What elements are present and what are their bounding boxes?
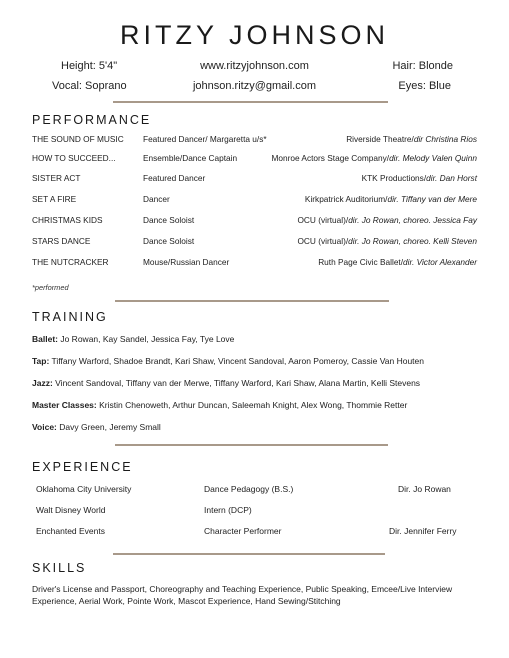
experience-role: Intern (DCP) [204,505,252,515]
candidate-name: RITZY JOHNSON [119,20,389,50]
performance-divider [115,300,389,302]
venue-director [318,257,477,267]
director: dir Christina Rios [413,134,477,144]
director: dir. Jo Rowan, choreo. Jessica Fay [348,215,477,225]
venue: KTK Productions/ [361,173,427,183]
height-info: Height: 5'4" [61,60,118,72]
training-row [32,356,424,366]
director: dir. Tiffany van der Mere [387,194,477,204]
performance-row [0,173,509,187]
venue-director [297,236,477,246]
show-title: SISTER ACT [32,173,81,183]
training-names: Kristin Chenoweth, Arthur Duncan, Saleemah Knight, Alex Wong, Thommie Retter [96,400,408,410]
show-title: THE NUTCRACKER [32,257,109,267]
experience-director: Dir. Jo Rowan [398,484,451,494]
experience-heading: EXPERIENCE [32,460,133,474]
training-label: Master Classes: [32,400,97,410]
role: Mouse/Russian Dancer [143,257,230,267]
skills-heading: SKILLS [32,561,87,575]
experience-director: Dir. Jennifer Ferry [389,526,457,536]
training-row [32,422,161,432]
show-title: SET A FIRE [32,194,77,204]
email-link[interactable]: johnson.ritzy@gmail.com [192,80,317,92]
training-names: Vincent Sandoval, Tiffany van der Merwe, Tiffany Warford, Kari Shaw, Alana Martin, Kelli Stevens [52,378,421,388]
header-divider [113,101,388,103]
training-row [32,400,407,410]
skills-text: Driver's License and Passport, Choreography and Teaching Experience, Public Speaking, Emcee/Live Interview Experience, Aerial Work, Pointe Work, Mascot Experience, Hand Sewing/Stitching [32,584,453,606]
experience-org: Walt Disney World [36,505,106,515]
performance-row [0,153,509,167]
venue: Ruth Page Civic Ballet/ [318,257,404,267]
experience-role: Dance Pedagogy (B.S.) [204,484,294,494]
role: Dance Soloist [143,215,195,225]
performed-note: *performed [32,283,69,292]
venue-director [297,215,477,225]
venue: OCU (virtual)/ [297,236,349,246]
role: Ensemble/Dance Captain [143,153,238,163]
performance-row [0,194,509,208]
role: Featured Dancer/ Margaretta u/s* [143,134,267,144]
venue-director [346,134,477,144]
training-row [32,334,234,344]
role: Dance Soloist [143,236,195,246]
performance-heading: PERFORMANCE [32,113,152,127]
show-title: STARS DANCE [32,236,91,246]
venue-director [271,153,477,163]
training-label: Ballet: [32,334,58,344]
performance-row [0,236,509,250]
role: Featured Dancer [143,173,206,183]
experience-org: Oklahoma City University [36,484,132,494]
performance-row [0,257,509,271]
venue: Kirkpatrick Auditorium/ [304,194,388,204]
hair-info: Hair: Blonde [392,60,453,72]
performance-row [0,134,509,148]
role: Dancer [143,194,170,204]
training-divider [115,444,388,446]
venue: Monroe Actors Stage Company/ [271,153,390,163]
experience-org: Enchanted Events [36,526,105,536]
director: dir. Victor Alexander [403,257,477,267]
director: dir. Jo Rowan, choreo. Kelli Steven [348,236,477,246]
show-title: HOW TO SUCCEED... [32,153,116,163]
training-names: Davy Green, Jeremy Small [56,422,161,432]
venue: OCU (virtual)/ [297,215,349,225]
venue-director [305,194,477,204]
venue: Riverside Theatre/ [346,134,414,144]
training-names: Tiffany Warford, Shadoe Brandt, Kari Shaw, Vincent Sandoval, Aaron Pomeroy, Cassie Van Houten [49,356,424,366]
training-row [32,378,420,388]
training-label: Tap: [32,356,50,366]
experience-divider [113,553,385,555]
training-names: Jo Rowan, Kay Sandel, Jessica Fay, Tye Love [57,334,235,344]
director: dir. Melody Valen Quinn [389,153,477,163]
training-label: Jazz: [32,378,53,388]
vocal-info: Vocal: Soprano [52,80,127,92]
show-title: CHRISTMAS KIDS [32,215,103,225]
training-label: Voice: [32,422,57,432]
website-link[interactable]: www.ritzyjohnson.com [200,60,309,72]
director: dir. Dan Horst [426,173,477,183]
experience-role: Character Performer [204,526,282,536]
eyes-info: Eyes: Blue [398,80,451,92]
show-title: THE SOUND OF MUSIC [32,134,124,144]
training-heading: TRAINING [32,310,108,324]
venue-director [362,173,477,183]
performance-row [0,215,509,229]
